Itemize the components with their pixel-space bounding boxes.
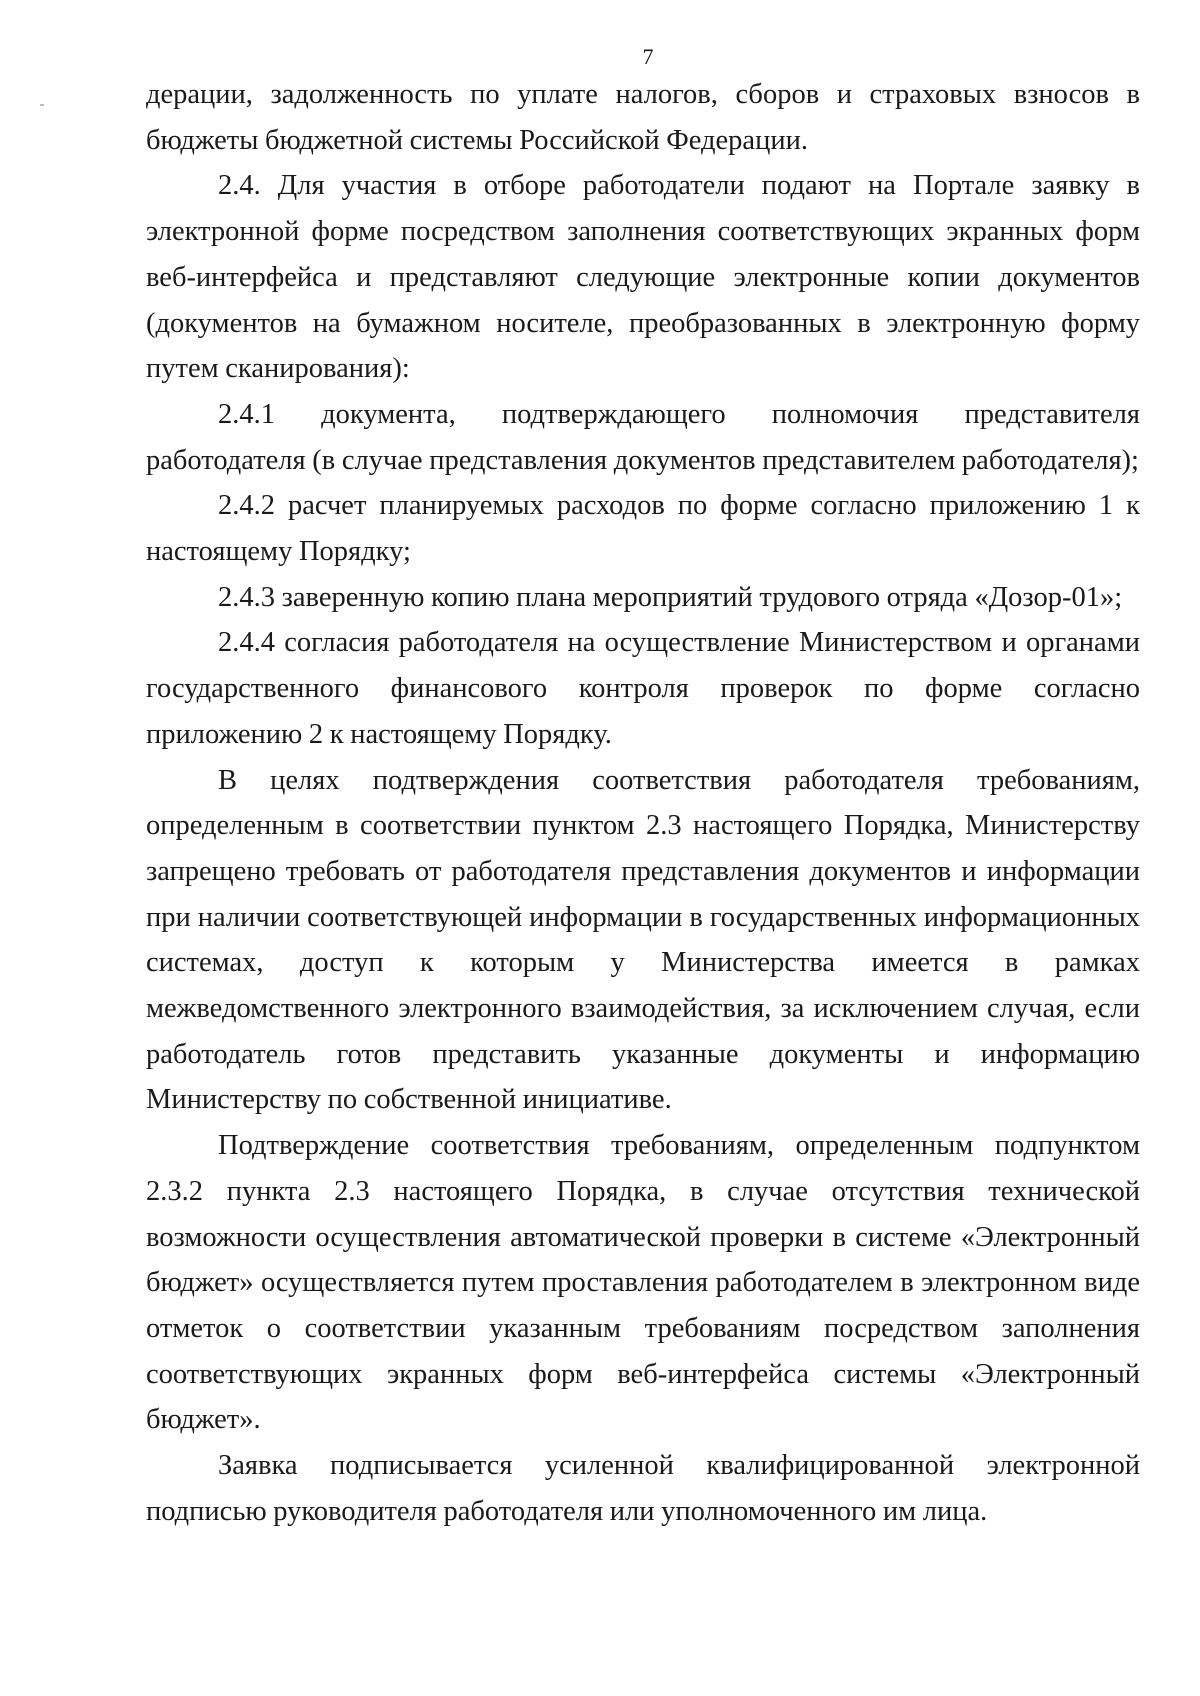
paragraph-application-signature: Заявка подписывается усиленной квалифицированной электронной подписью руководителя работодателя или уполномоченного им лица. [146, 1450, 1140, 1527]
paragraph-2-4-1: 2.4.1 документа, подтверждающего полномочия представителя работодателя (в случае представления документов представителем работодателя); [146, 398, 1140, 476]
paragraph-compliance-confirmation: Подтверждение соответствия требованиям, определенным подпунктом 2.3.2 пункта 2.3 настоящего Порядка, в случае отсутствия технической возможности осуществления автоматической проверки в системе «Электронный бюджет» осуществляется путем проставления работодателем в электронном виде отметок о соответствии указанным требованиям посредством заполнения соответствующих экранных форм веб-интерфейса системы «Электронный бюджет». [146, 1130, 1140, 1436]
paragraph-2-4-4: 2.4.4 согласия работодателя на осуществление Министерством и органами государственного финансового контроля проверок по форме согласно приложению 2 к настоящему Порядку. [146, 627, 1140, 750]
paragraph-2-4-2: 2.4.2 расчет планируемых расходов по форме согласно приложению 1 к настоящему Порядку; [146, 490, 1140, 568]
scan-speck [40, 104, 44, 106]
paragraph-2-4-3: 2.4.3 заверенную копию плана мероприятий трудового отряда «Дозор-01»; [218, 581, 1123, 613]
paragraph-verification-purposes: В целях подтверждения соответствия работодателя требованиям, определенным в соответствии пунктом 2.3 настоящего Порядка, Министерству запрещено требовать от работодателя представления документов и информации при наличии соответствующей информации в государственных информационных системах, доступ к которым у Министерства имеется в рамках межведомственного электронного взаимодействия, за исключением случая, если работодатель готов представить указанные документы и информацию Министерству по собственной инициативе. [146, 764, 1140, 1116]
document-body [146, 72, 1140, 1535]
page-number: 7 [642, 44, 654, 69]
paragraph-continuation: дерации, задолженность по уплате налогов, сборов и страховых взносов в бюджеты бюджетной системы Российской Федерации. [146, 79, 1140, 156]
paragraph-2-4: 2.4. Для участия в отборе работодатели подают на Портале заявку в электронной форме посредством заполнения соответствующих экранных форм веб-интерфейса и представляют следующие электронные копии документов (документов на бумажном носителе, преобразованных в электронную форму путем сканирования): [146, 170, 1140, 385]
